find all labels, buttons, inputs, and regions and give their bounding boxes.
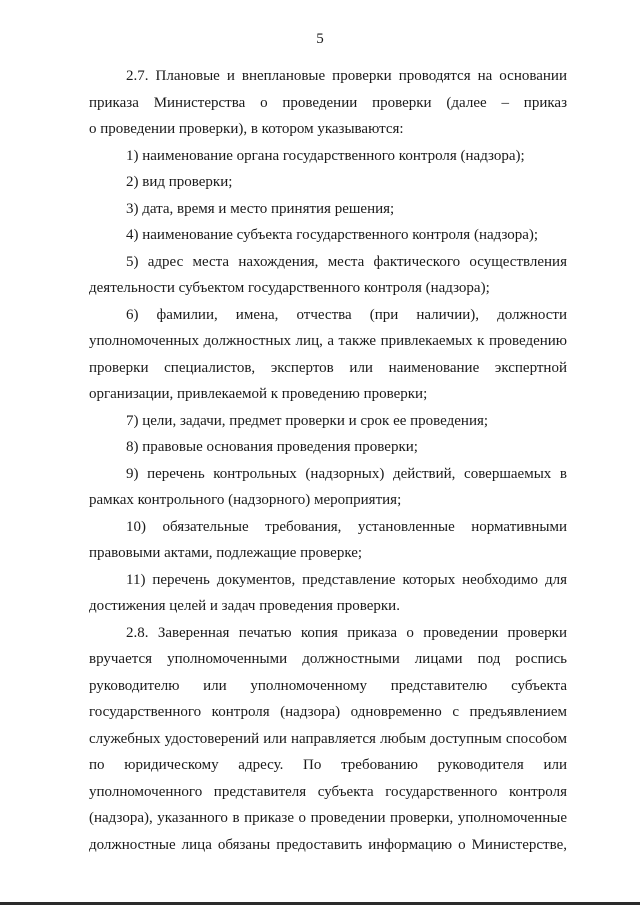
- text-line: 8) правовые основания проведения проверки;: [126, 439, 418, 455]
- text-line: правовыми актами, подлежащие проверке;: [89, 545, 363, 561]
- text-line: 2) вид проверки;: [126, 174, 233, 190]
- text-line: уполномоченных должностных лиц, а также привлекаемых к проведению: [89, 333, 567, 349]
- text-line: проверки специалистов, экспертов или наименование экспертной: [89, 359, 567, 376]
- text-line: 1) наименование органа государственного контроля (надзора);: [126, 147, 525, 164]
- text-line: 2.7. Плановые и внеплановые проверки проводятся на основании: [126, 68, 567, 84]
- text-line: по юридическому адресу. По требованию руководителя или: [89, 757, 567, 773]
- text-line: 11) перечень документов, представление которых необходимо для: [126, 571, 567, 588]
- text-line: 4) наименование субъекта государственного контроля (надзора);: [126, 227, 539, 243]
- text-line: 9) перечень контрольных (надзорных) действий, совершаемых в: [126, 465, 567, 482]
- text-line: должностные лица обязаны предоставить информацию о Министерстве,: [89, 836, 567, 853]
- page-number: 5: [316, 31, 324, 47]
- text-line: руководителю или уполномоченному представителю субъекта: [89, 677, 567, 694]
- text-line: организации, привлекаемой к проведению проверки;: [89, 386, 428, 402]
- text-line: 6) фамилии, имена, отчества (при наличии), должности: [126, 306, 567, 323]
- text-line: вручается уполномоченными должностными лицами под роспись: [89, 651, 567, 667]
- text-line: государственного контроля (надзора) одновременно с предъявлением: [89, 704, 567, 720]
- text-line: служебных удостоверений или направляется любым доступным способом: [89, 730, 567, 747]
- text-line: достижения целей и задач проведения проверки.: [89, 598, 400, 614]
- text-line: деятельности субъектом государственного контроля (надзора);: [89, 280, 490, 296]
- text-line: рамках контрольного (надзорного) мероприятия;: [89, 492, 402, 508]
- document-body: [89, 63, 567, 858]
- text-line: 10) обязательные требования, установленные нормативными: [126, 518, 567, 535]
- text-line: 2.8. Заверенная печатью копия приказа о проведении проверки: [126, 624, 567, 641]
- text-line: о проведении проверки), в котором указываются:: [89, 121, 404, 137]
- text-line: уполномоченного представителя субъекта государственного контроля: [89, 783, 567, 800]
- text-line: 5) адрес места нахождения, места фактического осуществления: [126, 253, 567, 270]
- text-line: (надзора), указанного в приказе о проведении проверки, уполномоченные: [89, 810, 567, 826]
- text-line: 3) дата, время и место принятия решения;: [126, 200, 395, 217]
- text-line: приказа Министерства о проведении проверки (далее – приказ: [89, 94, 567, 111]
- text-line: 7) цели, задачи, предмет проверки и срок ее проведения;: [126, 412, 489, 429]
